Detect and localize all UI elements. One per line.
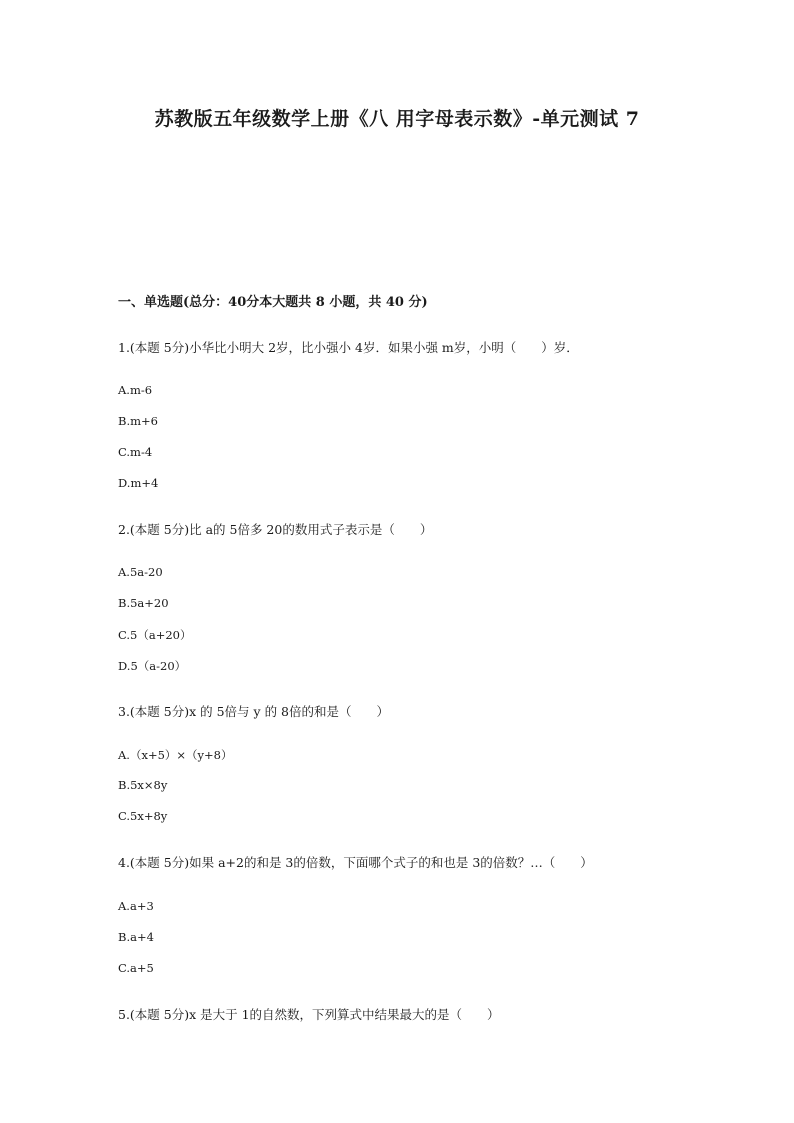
question-2-stem: 2.(本题 5分)比 a的 5倍多 20的数用式子表示是（ ） — [118, 522, 433, 537]
question-5-stem: 5.(本题 5分)x 是大于 1的自然数，下列算式中结果最大的是（ ） — [118, 1007, 500, 1022]
question-2-option-a: A.5a-20 — [118, 565, 163, 579]
section-heading: 一、单选题(总分：40分本大题共 8 小题，共 40 分) — [118, 295, 428, 310]
question-3-option-a: A.（x+5）×（y+8） — [118, 748, 233, 762]
question-1-option-c: C.m-4 — [118, 445, 153, 459]
question-2-option-c: C.5（a+20） — [118, 628, 192, 642]
question-1-stem: 1.(本题 5分)小华比小明大 2岁，比小强小 4岁．如果小强 m岁，小明（ ）岁． — [118, 340, 579, 355]
question-4-option-b: B.a+4 — [118, 930, 154, 944]
question-3-option-b: B.5x×8y — [118, 778, 168, 792]
question-1-option-d: D.m+4 — [118, 476, 159, 490]
question-3-option-c: C.5x+8y — [118, 809, 168, 823]
question-4-stem: 4.(本题 5分)如果 a+2的和是 3的倍数，下面哪个式子的和也是 3的倍数？…（ ） — [118, 855, 593, 870]
question-4-option-a: A.a+3 — [118, 899, 154, 913]
question-2-option-d: D.5（a-20） — [118, 659, 187, 673]
question-1-option-b: B.m+6 — [118, 414, 158, 428]
document-title: 苏教版五年级数学上册《八 用字母表示数》-单元测试 7 — [154, 108, 640, 130]
question-2-option-b: B.5a+20 — [118, 596, 169, 610]
question-3-stem: 3.(本题 5分)x 的 5倍与 y 的 8倍的和是（ ） — [118, 704, 389, 719]
question-4-option-c: C.a+5 — [118, 961, 154, 975]
question-1-option-a: A.m-6 — [118, 383, 153, 397]
